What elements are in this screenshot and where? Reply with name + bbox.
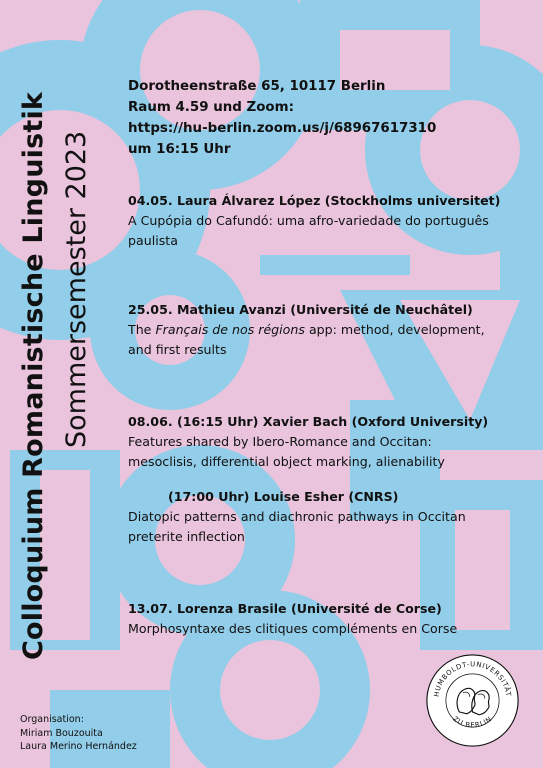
organisation-label: Organisation: <box>20 714 84 725</box>
talk-title-line <box>128 320 485 340</box>
talk-entry <box>128 487 466 547</box>
talk-title-line: Diatopic patterns and diachronic pathways in Occitan <box>128 509 466 524</box>
venue-room: Raum 4.59 und Zoom: <box>128 100 294 115</box>
talk-entry <box>128 412 488 472</box>
semester-label: Sommersemester 2023 <box>61 130 92 448</box>
talk-date: 13.07. <box>128 601 173 616</box>
organisation-block <box>20 713 137 754</box>
talk-entry <box>128 191 500 251</box>
seal-text-bottom: ZU BERLIN <box>451 714 494 730</box>
talk-title-line: mesoclisis, differential object marking, alienability <box>128 454 445 469</box>
talk-speaker: Louise Esher (CNRS) <box>253 489 399 504</box>
talk-speaker: Laura Álvarez López (Stockholms universitet) <box>177 193 501 208</box>
talk-heading <box>128 412 488 432</box>
talk-title-part: app: method, development, <box>304 322 485 337</box>
university-seal-logo <box>425 653 520 748</box>
talk-speaker: Lorenza Brasile (Université de Corse) <box>177 601 442 616</box>
talk-title-line: and first results <box>128 342 227 357</box>
talk-entry <box>128 599 457 639</box>
organiser-name: Laura Merino Hernández <box>20 741 137 752</box>
organiser-name: Miriam Bouzouita <box>20 727 103 739</box>
zoom-link[interactable]: https://hu-berlin.zoom.us/j/68967617310 <box>128 121 437 136</box>
talk-heading <box>128 191 500 211</box>
talk-title-part: The <box>128 322 156 337</box>
talk-title-line: A Cupópia do Cafundó: uma afro-variedade do português <box>128 213 489 228</box>
venue-info <box>128 76 436 160</box>
talk-date: 25.05. <box>128 302 173 317</box>
talk-time: (17:00 Uhr) <box>168 489 250 504</box>
talk-heading <box>128 300 485 320</box>
colloquium-title: Colloquium Romanistische Linguistik <box>18 91 49 660</box>
talk-entry <box>128 300 485 360</box>
venue-address: Dorotheenstraße 65, 10117 Berlin <box>128 79 386 94</box>
talk-title-line: preterite inflection <box>128 529 245 544</box>
talk-heading <box>128 599 457 619</box>
seal-text-top: HUMBOLDT-UNIVERSITÄT <box>432 660 513 698</box>
talk-speaker: Mathieu Avanzi (Université de Neuchâtel) <box>177 302 473 317</box>
talk-time: (16:15 Uhr) <box>177 414 259 429</box>
talk-speaker: Xavier Bach (Oxford University) <box>262 414 489 429</box>
talk-heading <box>128 487 466 507</box>
talk-title-line: paulista <box>128 233 178 248</box>
talk-title-line: Morphosyntaxe des clitiques compléments en Corse <box>128 621 458 636</box>
talk-date: 04.05. <box>128 193 173 208</box>
talk-title-italic: Français de nos régions <box>155 322 305 337</box>
talk-date: 08.06. <box>128 414 173 429</box>
talk-title-line: Features shared by Ibero-Romance and Occitan: <box>128 434 432 449</box>
venue-time: um 16:15 Uhr <box>128 142 231 157</box>
